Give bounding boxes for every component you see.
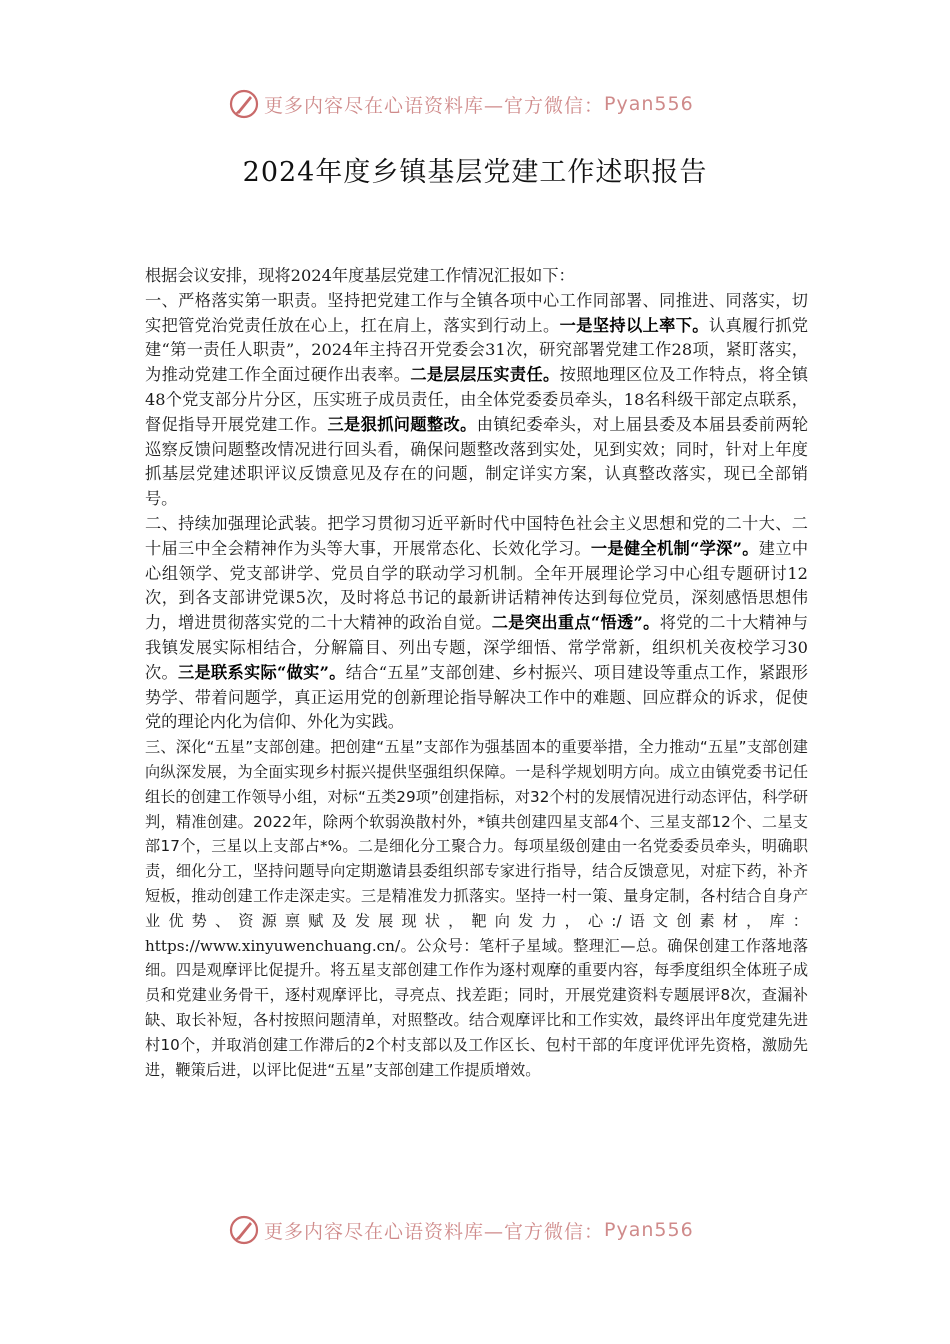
section-2-text-3: 将党的二十大精神与我镇发展实际相结合，分解篇目、列出专题，深学细悟、常学常新，组织机关夜校学习30次。	[145, 613, 809, 682]
watermark-text: 更多内容尽在心语资料库—官方微信：	[264, 94, 605, 117]
section-2-point-2: 二是突出重点“悟透”。	[491, 613, 660, 633]
section-3-url: https://www.xinyuwenchuang.cn/	[145, 936, 401, 955]
section-2-text: 二、持续加强理论武装。把学习贯彻习近平新时代中国特色社会主义思想和党的二十大、二十届三中全会精神作为头等大事，开展常态化、长效化学习。	[145, 513, 808, 558]
section-2-point-3: 三是联系实际“做实”。	[178, 662, 346, 682]
section-2-point-1: 一是健全机制“学深”。	[590, 538, 759, 558]
section-2-text-2: 建立中心组领学、党支部讲学、党员自学的联动学习机制。全年开展理论学习中心组专题研讨12次，到各支部讲党课5次，及时将总书记的最新讲话精神传达到每位党员，深刻感悟思想伟力，增进贯彻落实党的二十大精神的政治自觉。	[145, 538, 809, 633]
quill-logo-icon	[228, 88, 260, 120]
section-2	[145, 512, 808, 735]
watermark-text: 更多内容尽在心语资料库—官方微信：	[264, 1220, 605, 1243]
section-3-text-2: 。公众号：笔杆子星域。整理汇—总。确保创建工作落地落细。四是观摩评比促提升。将五星支部创建工作作为逐村观摩的重要内容，每季度组织全体班子成员和党建业务骨干，逐村观摩评比，寻亮点、找差距；同时，开展党建资料专题展评8次，查漏补缺、取长补短，各村按照问题清单，对照整改。结合观摩评比和工作实效，最终评出年度党建先进村10个，并取消创建工作滞后的2个村支部以及工作区长、包村干部的年度评优评先资格，激励先进，鞭策后进，以评比促进“五星”支部创建工作提质增效。	[145, 936, 808, 1079]
section-1	[145, 289, 808, 512]
section-1-text-4: 由镇纪委牵头，对上届县委及本届县委前两轮巡察反馈问题整改情况进行回头看，确保问题整改落到实处，见到实效；同时，针对上年度抓基层党建述职评议反馈意见及存在的问题，制定详实方案，认真整改落实，现已全部销号。	[145, 414, 809, 509]
watermark-id: Pyan556	[604, 93, 694, 115]
section-1-text-2: 认真履行抓党建“第一责任人职责”，2024年主持召开党委会31次，研究部署党建工作28项，紧盯落实，为推动党建工作全面过硬作出表率。	[145, 315, 809, 385]
section-3	[145, 735, 808, 1082]
section-1-point-1: 一是坚持以上率下。	[559, 315, 709, 335]
section-1-point-2: 二是层层压实责任。	[410, 365, 560, 385]
section-3-text: 三、深化“五星”支部创建。把创建“五星”支部作为强基固本的重要举措，全力推动“五星”支部创建向纵深发展，为全面实现乡村振兴提供坚强组织保障。一是科学规划明方向。成立由镇党委书记任组长的创建工作领导小组，对标“五类29项”创建指标，对32个村的发展情况进行动态评估，科学研判，精准创建。2022年，除两个软弱涣散村外，*镇共创建四星支部4个、三星支部12个、二星支部17个，三星以上支部占*%。二是细化分工聚合力。每项星级创建由一名党委委员牵头，明确职责，细化分工，坚持问题导向定期邀请县委组织部专家进行指导，结合反馈意见，对症下药，补齐短板，推动创建工作走深走实。三是精准发力抓落实。坚持一村一策、量身定制，各村结合自身产业优势、资源禀赋及发展现状，靶向发力，心:/语文创素材，库：	[145, 738, 808, 930]
watermark-id: Pyan556	[604, 1219, 694, 1241]
intro-paragraph: 根据会议安排，现将2024年度基层党建工作情况汇报如下：	[145, 266, 575, 285]
quill-logo-icon	[228, 1214, 260, 1246]
watermark-banner-bottom	[228, 1212, 694, 1248]
section-1-text-3: 按照地理区位及工作特点，将全镇48个党支部分片分区，压实班子成员责任，由全体党委委员牵头，18名科级干部定点联系，督促指导开展党建工作。	[145, 365, 809, 434]
watermark-banner-top	[228, 86, 694, 122]
document-body	[145, 264, 808, 1082]
section-1-point-3: 三是狠抓问题整改。	[327, 414, 477, 434]
section-2-text-4: 结合“五星”支部创建、乡村振兴、项目建设等重点工作，紧跟形势学、带着问题学，真正运用党的创新理论指导解决工作中的难题、回应群众的诉求，促使党的理论内化为信仰、外化为实践。	[145, 662, 808, 732]
document-title: 2024年度乡镇基层党建工作述职报告	[242, 157, 708, 188]
section-1-text: 一、严格落实第一职责。坚持把党建工作与全镇各项中心工作同部署、同推进、同落实，切实把管党治党责任放在心上，扛在肩上，落实到行动上。	[145, 290, 808, 335]
